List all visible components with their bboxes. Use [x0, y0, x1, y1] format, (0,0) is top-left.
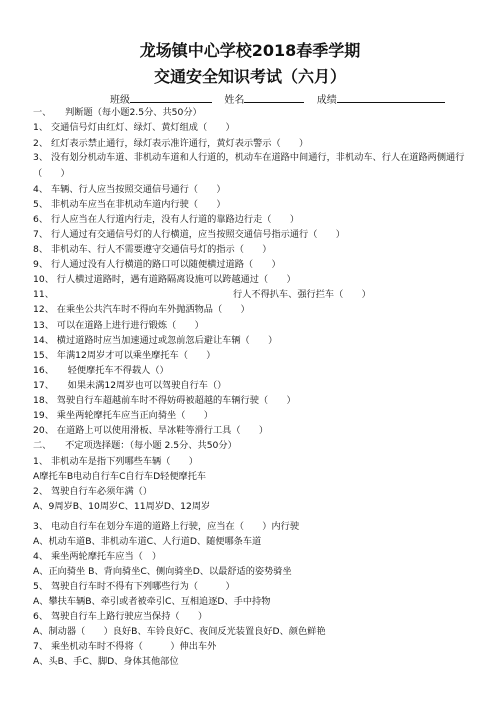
- question-line: 11、 行人不得扒车、强行拦车（ ）: [33, 289, 371, 300]
- question-line: 5、 驾驶自行车时不得有下列哪些行为（ ）: [33, 581, 235, 592]
- answer-options: A、制动器（ ）良好B、车铃良好C、夜间反光装置良好D、颜色鲜艳: [33, 626, 326, 637]
- question-line: 4、 车辆、行人应当按照交通信号通行（ ）: [33, 184, 226, 195]
- name-label: 姓名: [224, 95, 245, 106]
- question-line: 15、 年满12周岁才可以乘坐摩托车（ ）: [33, 350, 216, 361]
- student-info-row: [110, 91, 445, 106]
- question-line: 4、 乘坐两轮摩托车应当（ ）: [33, 551, 162, 562]
- answer-options: A、攀扶车辆B、牵引或者被牵引C、互相追逐D、手中持物: [33, 596, 271, 607]
- question-line: 2、 驾驶自行车必须年满（）: [33, 486, 153, 497]
- question-line: 8、 非机动车、行人不需要遵守交通信号灯的指示（ ）: [33, 244, 272, 255]
- question-line: 3、 电动自行车在划分车道的道路上行驶，应当在（ ）内行驶: [33, 521, 300, 532]
- question-line: 9、 行人通过没有人行横道的路口可以随便横过道路（ ）: [33, 259, 281, 270]
- question-line: 12、 在乘坐公共汽车时不得向车外抛洒物品（ ）: [33, 304, 250, 315]
- exam-title-subject: 交通安全知识考试（六月）: [153, 67, 346, 86]
- name-blank[interactable]: [244, 92, 304, 103]
- question-line: 17、 如果未满12周岁也可以驾驶自行车（）: [33, 380, 227, 391]
- question-line: 3、 没有划分机动车道、非机动车道和人行道的，机动车在道路中间通行，非机动车、行人在道路两侧通行（ ）: [33, 152, 465, 179]
- question-line: 1、 非机动车是指下列哪些车辆（ ）: [33, 456, 198, 467]
- question-line: 6、 驾驶自行车上路行驶应当保持（ ）: [33, 611, 208, 622]
- question-line: 5、 非机动车应当在非机动车道内行驶（ ）: [33, 199, 226, 210]
- class-blank[interactable]: [130, 92, 212, 103]
- answer-options: A、头B、手C、脚D、身体其他部位: [33, 656, 179, 667]
- question-line: 6、 行人应当在人行道内行走，没有人行道的靠路边行走（ ）: [33, 214, 300, 225]
- question-line: 2、 红灯表示禁止通行，绿灯表示准许通行，黄灯表示警示（ ）: [33, 138, 309, 149]
- answer-options: A、机动车道B、非机动车道C、人行道D、随便哪条车道: [33, 536, 262, 547]
- question-line: 20、 在道路上可以使用滑板、旱冰鞋等滑行工具（ ）: [33, 425, 269, 436]
- question-line: 1、 交通信号灯由红灯、绿灯、黄灯组成（ ）: [33, 122, 235, 133]
- score-label: 成绩: [316, 95, 337, 106]
- question-line: 7、 行人通过有交通信号灯的人行横道，应当按照交通信号指示通行（ ）: [33, 229, 345, 240]
- question-line: 14、 横过道路时应当加速通过或忽前忽后避让车辆（ ）: [33, 335, 278, 346]
- question-line: 7、 乘坐机动车时不得将（ ）伸出车外: [33, 641, 217, 652]
- question-line: 10、 行人横过道路时，遇有道路隔离设施可以跨越通过（ ）: [33, 274, 296, 285]
- score-blank[interactable]: [337, 92, 445, 103]
- question-line: 18、 驾驶自行车超越前车时不得妨碍被超越的车辆行驶（ ）: [33, 395, 296, 406]
- answer-options: A摩托车B电动自行车C自行车D轻便摩托车: [33, 471, 207, 482]
- question-line: 19、 乘坐两轮摩托车应当正向骑坐（ ）: [33, 410, 213, 421]
- exam-title-school: 龙场镇中心学校2018春季学期: [139, 41, 361, 60]
- section-2-heading: 二、 不定项选择题：（每小题 2.5分、共50分）: [33, 440, 237, 451]
- section-1-heading: 一、 判断题（每小题2.5分、共50分）: [33, 107, 202, 118]
- question-line: 16、 轻便摩托车不得载人（）: [33, 365, 169, 376]
- question-line: 13、 可以在道路上进行进行锻炼（ ）: [33, 320, 204, 331]
- class-label: 班级: [110, 95, 130, 106]
- answer-options: A、正向骑坐 B、背向骑坐C、侧向骑坐D、以最舒适的姿势骑坐: [33, 566, 292, 577]
- answer-options: A、9周岁B、10周岁C、11周岁D、12周岁: [33, 501, 211, 512]
